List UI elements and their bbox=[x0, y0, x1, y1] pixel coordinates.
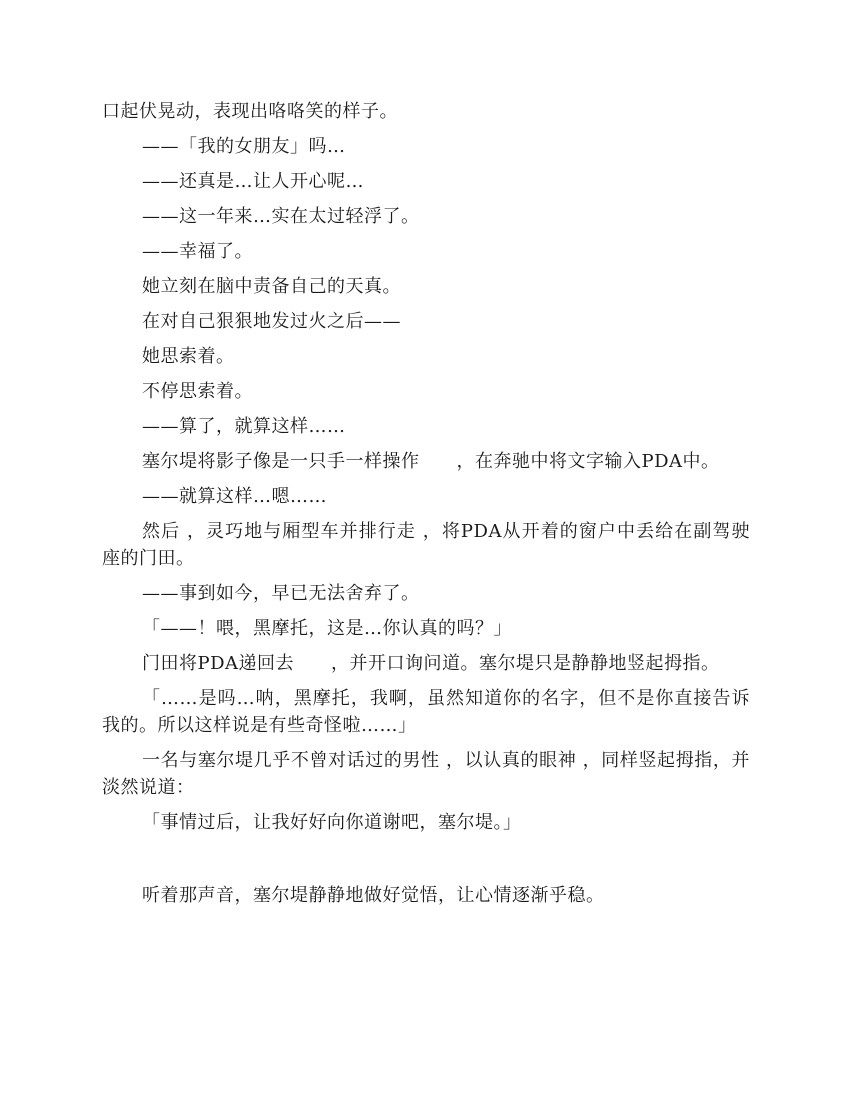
paragraph-13: 然后 ，灵巧地与厢型车并排行走 ，将PDA从开着的窗户中丢给在副驾驶座的门田。 bbox=[102, 521, 750, 569]
paragraph-14: ——事到如今，早已无法舍弃了。 bbox=[142, 583, 420, 604]
paragraph-6: 她立刻在脑中责备自己的天真。 bbox=[142, 276, 401, 297]
paragraph-16: 门田将PDA递回去 ，并开口询问道。塞尔堤只是静静地竖起拇指。 bbox=[142, 653, 720, 674]
paragraph-7: 在对自己狠狠地发过火之后—— bbox=[142, 311, 401, 332]
paragraph-10: ——算了，就算这样…… bbox=[142, 416, 346, 437]
paragraph-19: 「事情过后，让我好好向你道谢吧，塞尔堤。」 bbox=[142, 812, 522, 833]
paragraph-9: 不停思索着。 bbox=[142, 381, 253, 402]
paragraph-1: 口起伏晃动，表现出咯咯笑的样子。 bbox=[102, 101, 398, 122]
paragraph-3: ——还真是…让人开心呢… bbox=[142, 171, 364, 192]
paragraph-17: 「……是吗…呐，黑摩托，我啊，虽然知道你的名字，但不是你直接告诉我的。所以这样说是有些奇怪啦……」 bbox=[102, 688, 750, 736]
paragraph-12: ——就算这样…嗯…… bbox=[142, 486, 327, 507]
paragraph-2: ——「我的女朋友」吗… bbox=[142, 136, 346, 157]
section-gap bbox=[102, 844, 750, 882]
paragraph-4: ——这一年来…实在太过轻浮了。 bbox=[142, 206, 420, 227]
paragraph-20: 听着那声音，塞尔堤静静地做好觉悟，让心情逐渐乎稳。 bbox=[142, 885, 605, 906]
document-page bbox=[102, 98, 750, 917]
paragraph-5: ——幸福了。 bbox=[142, 241, 253, 262]
paragraph-15: 「——！喂，黑摩托，这是…你认真的吗？」 bbox=[142, 618, 512, 639]
paragraph-18: 一名与塞尔堤几乎不曾对话过的男性 ，以认真的眼神 ，同样竖起拇指，并淡然说道： bbox=[102, 750, 750, 798]
paragraph-11: 塞尔堤将影子像是一只手一样操作 ，在奔驰中将文字输入PDA中。 bbox=[142, 451, 720, 472]
paragraph-8: 她思索着。 bbox=[142, 346, 235, 367]
